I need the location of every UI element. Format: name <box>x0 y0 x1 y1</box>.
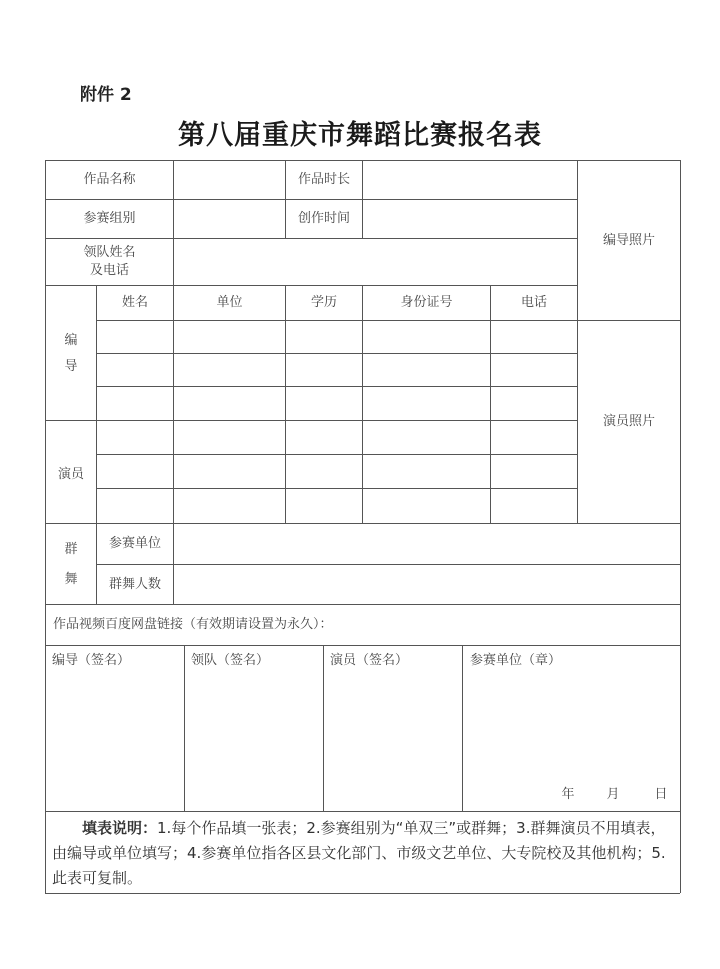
column-header-name: 姓名 <box>121 295 148 311</box>
attachment-label: 附件 2 <box>80 85 132 105</box>
label-participating-unit: 参赛单位 <box>108 536 161 552</box>
notes-label: 填表说明： <box>82 819 158 837</box>
label-choreographer <box>46 321 96 386</box>
grid-line <box>680 160 681 893</box>
grid-line <box>45 645 680 646</box>
label-choreographer-char-2: 导 <box>64 358 78 374</box>
filling-instructions <box>52 816 676 891</box>
label-group: 参赛组别 <box>83 211 136 227</box>
label-leader-line2: 及电话 <box>89 263 129 278</box>
grid-line <box>323 645 324 811</box>
grid-line <box>96 454 577 455</box>
grid-line <box>96 353 577 354</box>
grid-line <box>462 645 463 811</box>
grid-line <box>490 285 491 523</box>
grid-line <box>184 645 185 811</box>
column-header-unit: 单位 <box>216 295 243 311</box>
input-leader[interactable] <box>174 239 577 285</box>
date-year: 年 <box>561 787 575 803</box>
label-leader <box>46 239 173 285</box>
grid-line <box>173 285 174 523</box>
input-work-duration[interactable] <box>363 161 577 199</box>
sign-actor[interactable]: 演员（签名） <box>330 653 409 669</box>
grid-line <box>45 420 577 421</box>
label-group-dance-char-2: 舞 <box>64 571 78 587</box>
grid-line <box>96 488 577 489</box>
label-create-time: 创作时间 <box>297 211 350 227</box>
label-work-duration: 作品时长 <box>297 172 350 188</box>
grid-line <box>362 285 363 523</box>
sign-choreographer[interactable]: 编导（签名） <box>52 653 131 669</box>
stamp-unit[interactable]: 参赛单位（章） <box>470 653 562 669</box>
notes-text: 1.每个作品填一张表；2.参赛组别为“单双三”或群舞；3.群舞演员不用填表，由编导或单位填写；4.参赛单位指各区县文化部门、市级文艺单位、大专院校及其他机构；5.此表可复制。 <box>52 819 666 887</box>
input-group[interactable] <box>174 200 285 238</box>
label-group-dance <box>46 527 96 602</box>
column-header-education: 学历 <box>310 295 337 311</box>
sign-leader[interactable]: 领队（签名） <box>191 653 270 669</box>
choreographer-photo-box[interactable]: 编导照片 <box>602 232 655 248</box>
input-participating-unit[interactable] <box>174 524 680 564</box>
input-work-name[interactable] <box>174 161 285 199</box>
label-group-dance-char-1: 群 <box>64 541 78 557</box>
column-header-phone: 电话 <box>520 295 547 311</box>
input-create-time[interactable] <box>363 200 577 238</box>
column-header-id-number: 身份证号 <box>400 295 453 311</box>
date-day: 日 <box>654 787 668 803</box>
label-leader-line1: 领队姓名 <box>83 245 136 261</box>
input-group-dance-count[interactable] <box>174 565 680 604</box>
form-title: 第八届重庆市舞蹈比赛报名表 <box>178 120 542 151</box>
date-month: 月 <box>606 787 620 803</box>
label-choreographer-char-1: 编 <box>64 332 78 348</box>
label-group-dance-count: 群舞人数 <box>108 576 161 592</box>
label-actors: 演员 <box>57 467 84 483</box>
label-video-link: 作品视频百度网盘链接（有效期请设置为永久）： <box>53 617 333 633</box>
grid-line <box>45 893 680 894</box>
grid-line <box>45 811 680 812</box>
label-work-name: 作品名称 <box>83 172 136 188</box>
actor-photo-box[interactable]: 演员照片 <box>602 414 655 430</box>
grid-line <box>96 386 577 387</box>
grid-line <box>285 285 286 523</box>
